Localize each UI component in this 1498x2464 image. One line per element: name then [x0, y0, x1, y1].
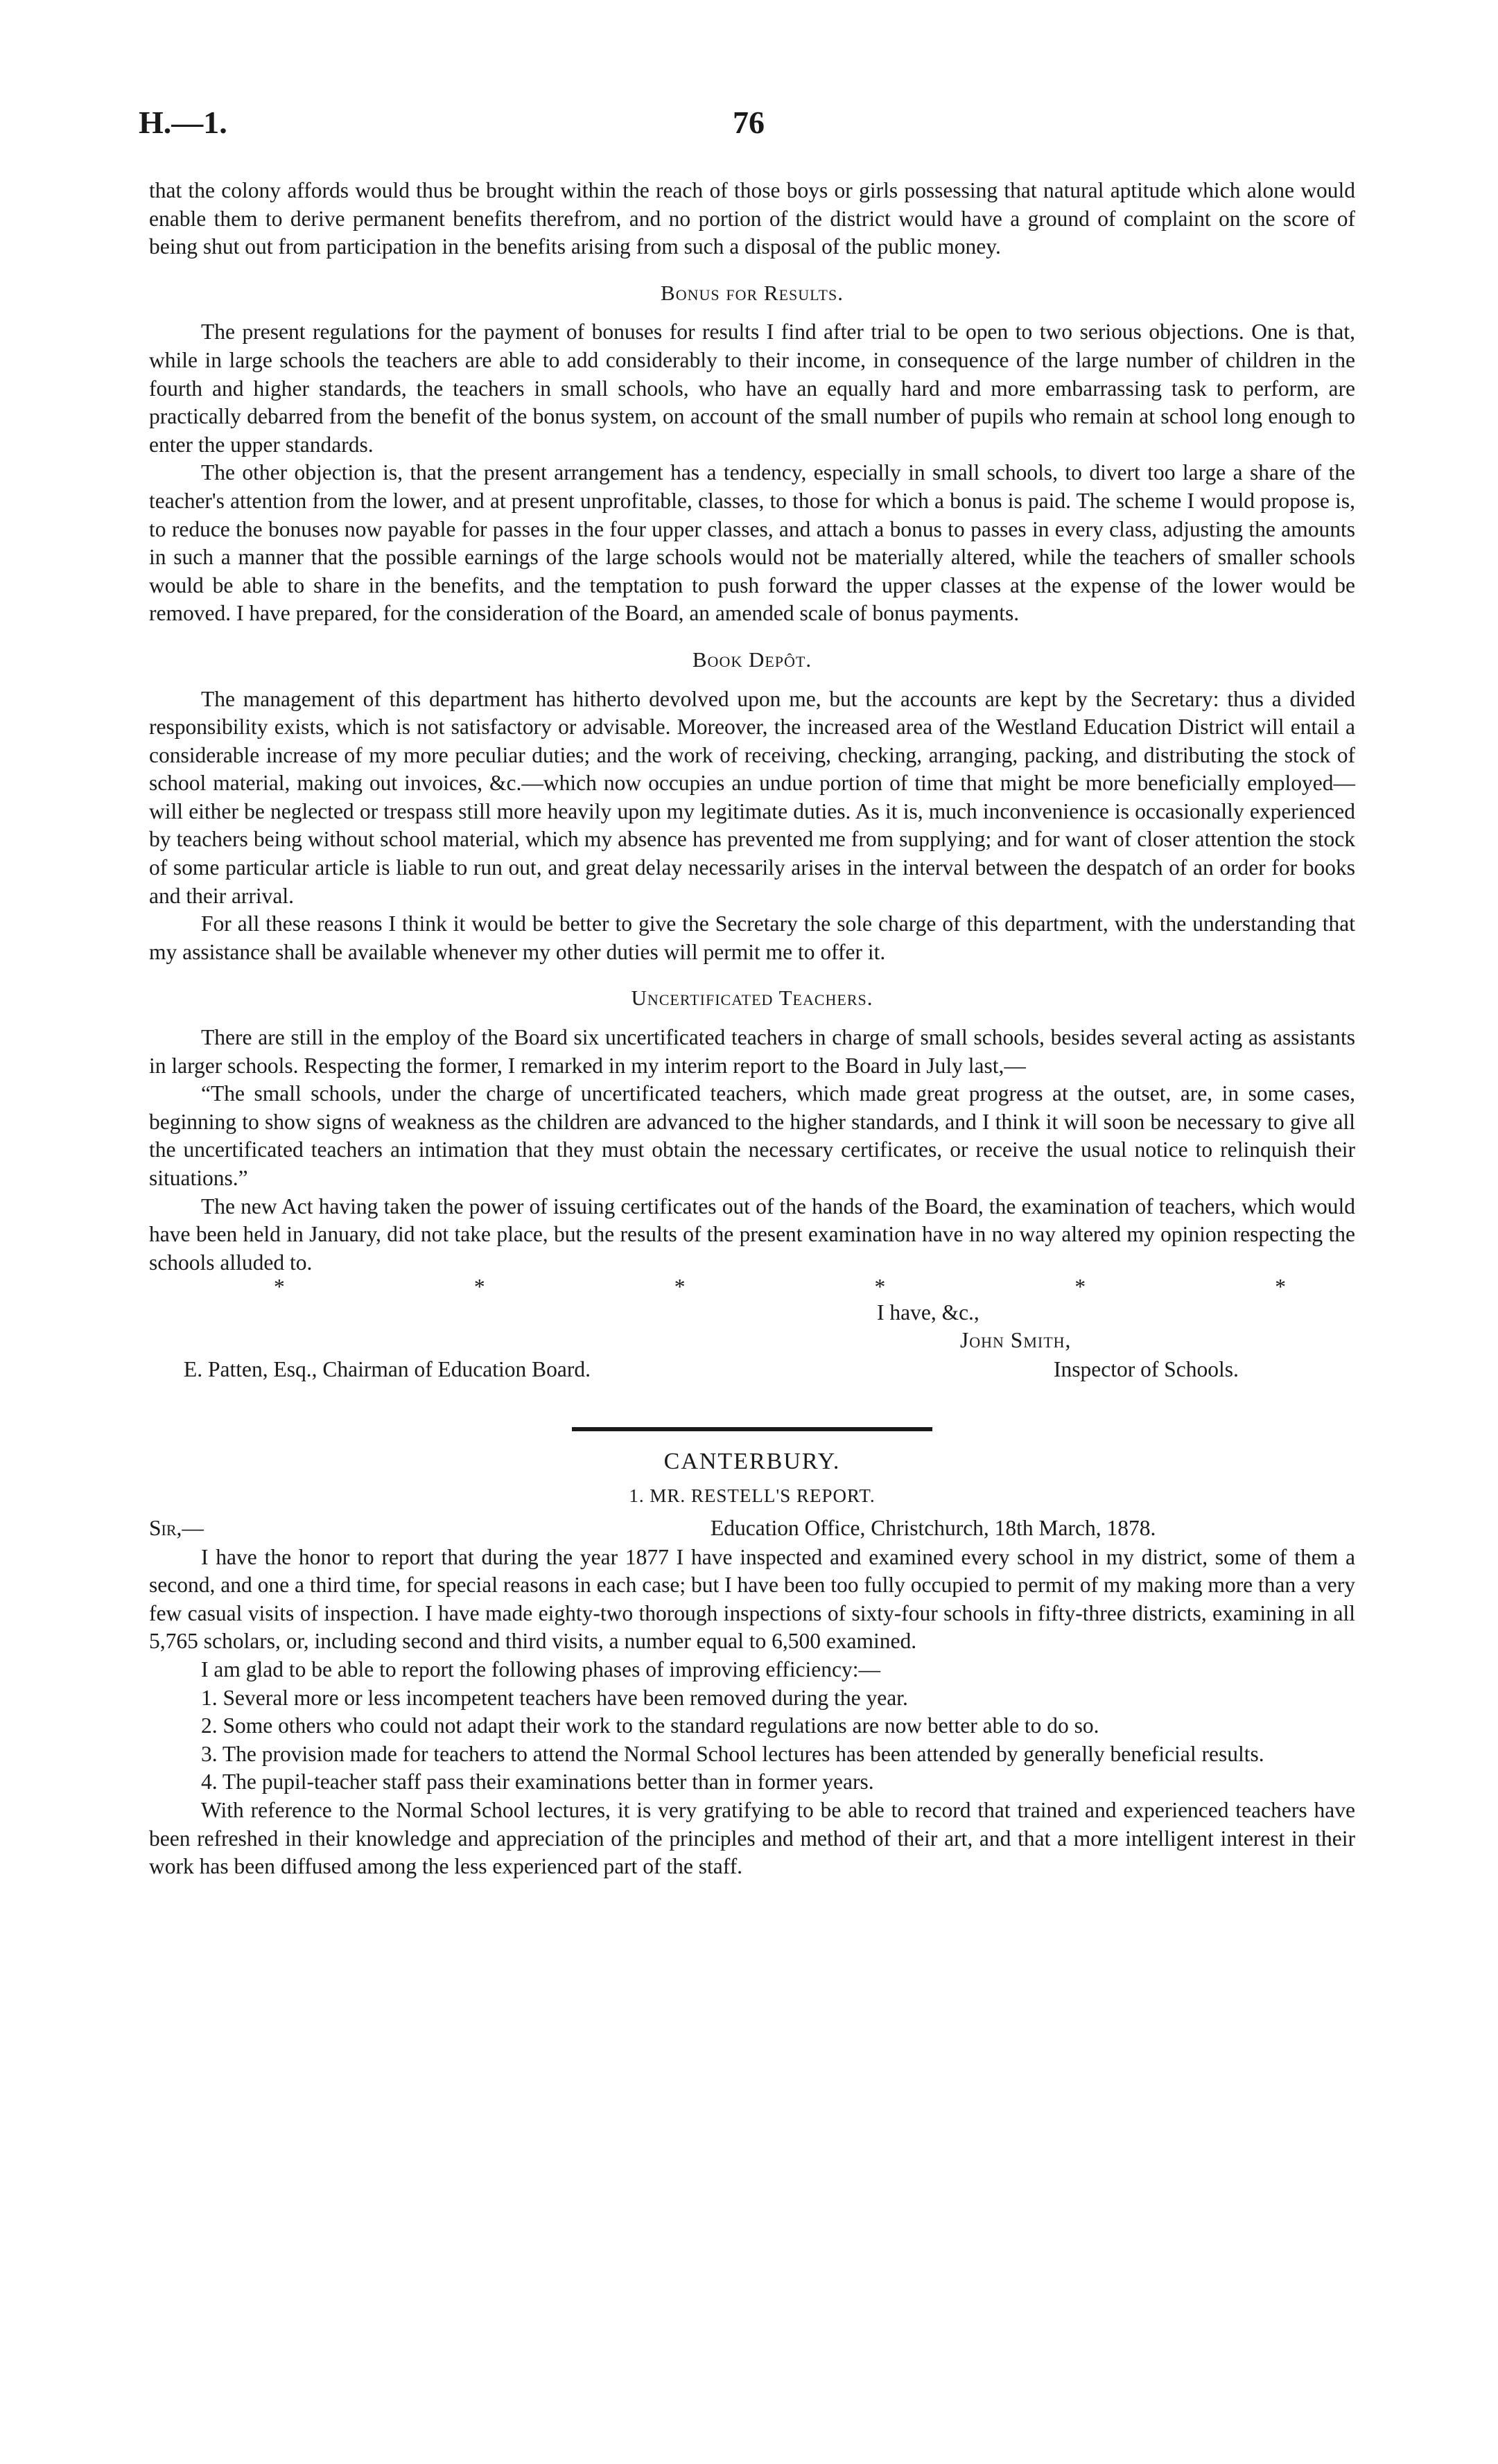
section-heading-uncertificated: Uncertificated Teachers.: [631, 986, 873, 1011]
list-item: 4. The pupil-teacher staff pass their examinations better than in former years.: [201, 1770, 874, 1794]
closing: I have, &c.,: [877, 1300, 979, 1325]
paragraph: For all these reasons I think it would be better to give the Secretary the sole charge of this department, with the understanding that my assistance shall be available whenever my other duties will permit me to offer it.: [149, 911, 1355, 964]
signatory-title: Inspector of Schools.: [1054, 1357, 1239, 1382]
omission-stars: [149, 1275, 1355, 1300]
paragraph: I am glad to be able to report the following phases of improving efficiency:—: [201, 1657, 881, 1681]
star: *: [874, 1275, 886, 1300]
section-heading-book-depot: Book Depôt.: [692, 647, 812, 672]
star: *: [274, 1275, 285, 1300]
paragraph: The other objection is, that the present arrangement has a tendency, especially in small schools, to divert too large a share of the teacher's attention from the lower, and at present unprofitable, classes, to those for which a bonus is paid. The scheme I would propose is, to reduce the bonuses now payable for passes in the four upper classes, and attach a bonus to passes in every class, adjusting the amounts in such a manner that the possible earnings of the large schools would not be materially altered, while the teachers of smaller schools would be able to share in the benefits, and the temptation to push forward the upper classes at the expense of the lower would be removed. I have prepared, for the consideration of the Board, an amended scale of bonus payments.: [149, 460, 1355, 626]
paragraph: The present regulations for the payment of bonuses for results I find after trial to be open to two serious objections. One is that, while in large schools the teachers are able to add considerably to their income, in consequence of the large number of children in the fourth and higher standards, the teachers in small schools, who have an equally hard and more embarrassing task to perform, are practically debarred from the benefit of the bonus system, on account of the small number of pupils who remain at school long enough to enter the upper standards.: [149, 320, 1355, 457]
section-heading-bonus: Bonus for Results.: [661, 280, 844, 305]
dateline: Education Office, Christchurch, 18th March, 1878.: [711, 1515, 1156, 1540]
star: *: [1074, 1275, 1086, 1300]
list-item: 3. The provision made for teachers to attend the Normal School lectures has been attended by generally beneficial results.: [201, 1741, 1264, 1766]
salutation-line: [149, 1514, 1355, 1544]
paragraph: I have the honor to report that during the year 1877 I have inspected and examined every school in my district, some of them a second, and one a third time, for special reasons in each case; but I have been too fully occupied to permit of my making more than a very few casual visits of inspection. I have made eighty-two thorough inspections of sixty-four schools in fifty-three districts, examining in all 5,765 scholars, or, including second and third visits, a number equal to 6,500 examined.: [149, 1544, 1355, 1654]
document-body: [149, 177, 1355, 1881]
list-item: 1. Several more or less incompetent teachers have been removed during the year.: [201, 1685, 908, 1710]
addressee: E. Patten, Esq., Chairman of Education Board.: [184, 1357, 591, 1382]
quoted-paragraph: “The small schools, under the charge of uncertificated teachers, which made great progress at the outset, are, in some cases, beginning to show signs of weakness as the children are advanced to the higher standards, and I think it will soon be necessary to give all the uncertificated teachers an intimation that they must obtain the necessary certificates, or receive the usual notice to relinquish their situations.”: [149, 1081, 1355, 1190]
salutation: Sir,—: [149, 1515, 204, 1540]
page-header: [139, 104, 1359, 146]
report-title: 1. MR. RESTELL'S REPORT.: [629, 1485, 876, 1506]
section-divider: [572, 1427, 932, 1431]
page-number: 76: [733, 105, 765, 140]
paragraph: With reference to the Normal School lectures, it is very gratifying to be able to record that trained and experienced teachers have been refreshed in their knowledge and appreciation of the principles and method of their art, and that a more intelligent interest in their work has been diffused among the less experienced part of the staff.: [149, 1797, 1355, 1879]
region-heading: CANTERBURY.: [663, 1449, 841, 1475]
intro-paragraph: that the colony affords would thus be brought within the reach of those boys or girls possessing that natural aptitude which alone would enable them to derive permanent benefits therefrom, and no portion of the district would have a ground of complaint on the score of being shut out from participation in the benefits arising from such a disposal of the public money.: [149, 178, 1355, 259]
star: *: [674, 1275, 686, 1300]
document-id: H.—1.: [139, 105, 227, 140]
paragraph: The new Act having taken the power of issuing certificates out of the hands of the Board, the examination of teachers, which would have been held in January, did not take place, but the results of the present examination have in no way altered my opinion respecting the schools alluded to.: [149, 1194, 1355, 1275]
signatory-name: John Smith,: [960, 1328, 1072, 1353]
paragraph: The management of this department has hitherto devolved upon me, but the accounts are kept by the Secretary: thus a divided responsibility exists, which is not satisfactory or advisable. Moreover, the increased area of the Westland Education District will entail a considerable increase of my more peculiar duties; and the work of receiving, checking, arranging, packing, and distributing the stock of school material, making out invoices, &c.—which now occupies an undue portion of time that might be more beneficially employed—will either be neglected or trespass still more heavily upon my legitimate duties. As it is, much inconvenience is occasionally experienced by teachers being without school material, which my absence has prevented me from supplying; and for want of closer attention the stock of some particular article is liable to run out, and great delay necessarily arises in the interval between the despatch of an order for books and their arrival.: [149, 686, 1355, 908]
paragraph: There are still in the employ of the Board six uncertificated teachers in charge of small schools, besides several acting as assistants in larger schools. Respecting the former, I remarked in my interim report to the Board in July last,—: [149, 1025, 1355, 1078]
star: *: [473, 1275, 485, 1300]
letter-signoff: [149, 1299, 1355, 1406]
star: *: [1275, 1275, 1286, 1300]
list-item: 2. Some others who could not adapt their work to the standard regulations are now better able to do so.: [201, 1713, 1099, 1738]
